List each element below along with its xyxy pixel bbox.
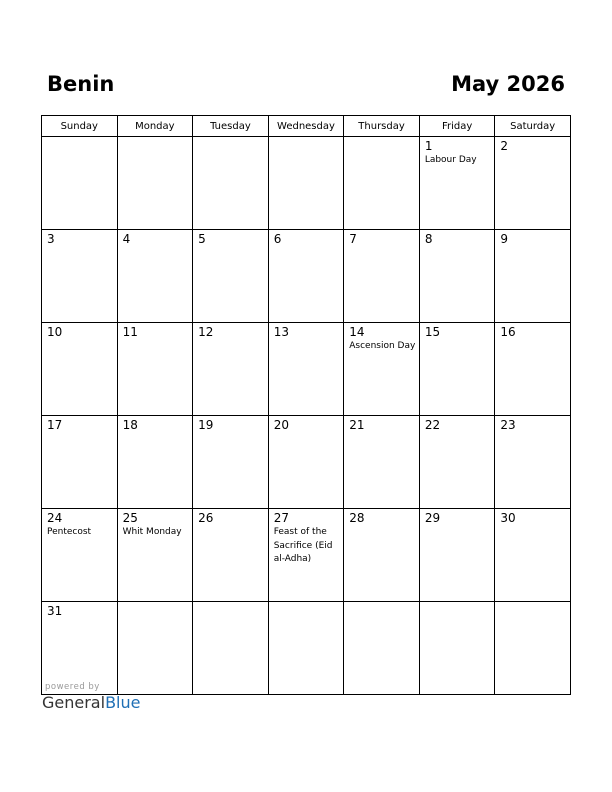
day-cell — [344, 509, 420, 602]
day-cell — [117, 137, 193, 230]
day-number: 30 — [500, 511, 516, 525]
logo-text-general: General — [42, 693, 106, 712]
day-cell — [495, 602, 571, 695]
day-number: 21 — [349, 418, 365, 432]
day-number: 14 — [349, 325, 365, 339]
weekday-header: Friday — [419, 116, 495, 137]
day-cell — [193, 137, 269, 230]
day-cell — [193, 509, 269, 602]
day-cell — [268, 602, 344, 695]
weekday-header: Thursday — [344, 116, 420, 137]
day-number: 5 — [198, 232, 206, 246]
day-cell — [495, 230, 571, 323]
day-cell — [42, 137, 118, 230]
weekday-header: Tuesday — [193, 116, 269, 137]
day-number: 4 — [122, 232, 131, 246]
day-number: 19 — [198, 418, 214, 432]
day-cell — [344, 137, 420, 230]
day-number: 25 — [122, 511, 138, 525]
day-cell — [268, 137, 344, 230]
day-cell — [117, 509, 193, 602]
weekday-header-row — [42, 116, 571, 137]
country-title: Benin — [47, 72, 115, 96]
day-cell — [419, 323, 495, 416]
day-cell — [419, 509, 495, 602]
brand-footer — [42, 682, 140, 712]
weekday-header: Sunday — [42, 116, 118, 137]
day-cell — [117, 602, 193, 695]
day-cell — [495, 416, 571, 509]
day-number: 15 — [424, 325, 441, 339]
day-cell — [344, 602, 420, 695]
week-row — [42, 230, 571, 323]
day-number: 31 — [47, 604, 63, 618]
day-cell — [419, 230, 495, 323]
day-cell — [419, 602, 495, 695]
day-number: 1 — [424, 139, 433, 153]
day-cell — [495, 509, 571, 602]
day-cell — [419, 416, 495, 509]
day-number: 10 — [47, 325, 63, 339]
day-cell — [344, 416, 420, 509]
day-number: 18 — [122, 418, 138, 432]
holiday-label: Pentecost — [47, 527, 92, 537]
weekday-header: Wednesday — [268, 116, 344, 137]
day-number: 28 — [349, 511, 365, 525]
day-cell — [344, 323, 420, 416]
day-number: 9 — [500, 232, 509, 246]
day-cell — [42, 509, 118, 602]
week-row — [42, 602, 571, 695]
day-cell — [419, 137, 495, 230]
day-cell — [495, 323, 571, 416]
day-cell — [344, 230, 420, 323]
day-cell — [117, 416, 193, 509]
day-number: 22 — [424, 418, 441, 432]
logo-text-blue: Blue — [105, 693, 141, 712]
day-number: 23 — [500, 418, 516, 432]
day-number: 27 — [273, 511, 289, 525]
day-number: 13 — [273, 325, 289, 339]
day-cell — [268, 230, 344, 323]
week-row — [42, 509, 571, 602]
day-cell — [193, 416, 269, 509]
week-row — [42, 137, 571, 230]
day-number: 16 — [500, 325, 516, 339]
day-cell — [42, 323, 118, 416]
day-cell — [42, 230, 118, 323]
weekday-header: Saturday — [495, 116, 571, 137]
holiday-label: Feast of the Sacrifice (Eid al-Adha) — [273, 527, 333, 564]
day-number: 8 — [424, 232, 433, 246]
day-number: 2 — [500, 139, 509, 153]
weekday-header: Monday — [117, 116, 193, 137]
day-number: 11 — [122, 325, 138, 339]
day-cell — [42, 602, 118, 695]
holiday-label: Ascension Day — [349, 341, 416, 351]
week-row — [42, 416, 571, 509]
day-number: 6 — [273, 232, 282, 246]
day-cell — [268, 323, 344, 416]
week-row — [42, 323, 571, 416]
day-cell — [268, 416, 344, 509]
day-number: 29 — [424, 511, 441, 525]
day-number: 24 — [47, 511, 63, 525]
day-cell — [268, 509, 344, 602]
day-cell — [193, 602, 269, 695]
day-cell — [193, 230, 269, 323]
day-cell — [42, 416, 118, 509]
holiday-label: Whit Monday — [122, 527, 182, 537]
day-number: 17 — [47, 418, 63, 432]
powered-by-text: powered by — [45, 682, 100, 692]
month-year-title: May 2026 — [451, 72, 565, 96]
day-cell — [117, 230, 193, 323]
day-number: 3 — [47, 232, 55, 246]
day-cell — [193, 323, 269, 416]
day-number: 12 — [198, 325, 214, 339]
day-cell — [495, 137, 571, 230]
day-number: 26 — [198, 511, 214, 525]
day-cell — [117, 323, 193, 416]
calendar-grid — [41, 115, 571, 695]
day-number: 20 — [273, 418, 289, 432]
holiday-label: Labour Day — [424, 155, 477, 165]
generalblue-logo — [42, 693, 140, 712]
day-number: 7 — [349, 232, 357, 246]
